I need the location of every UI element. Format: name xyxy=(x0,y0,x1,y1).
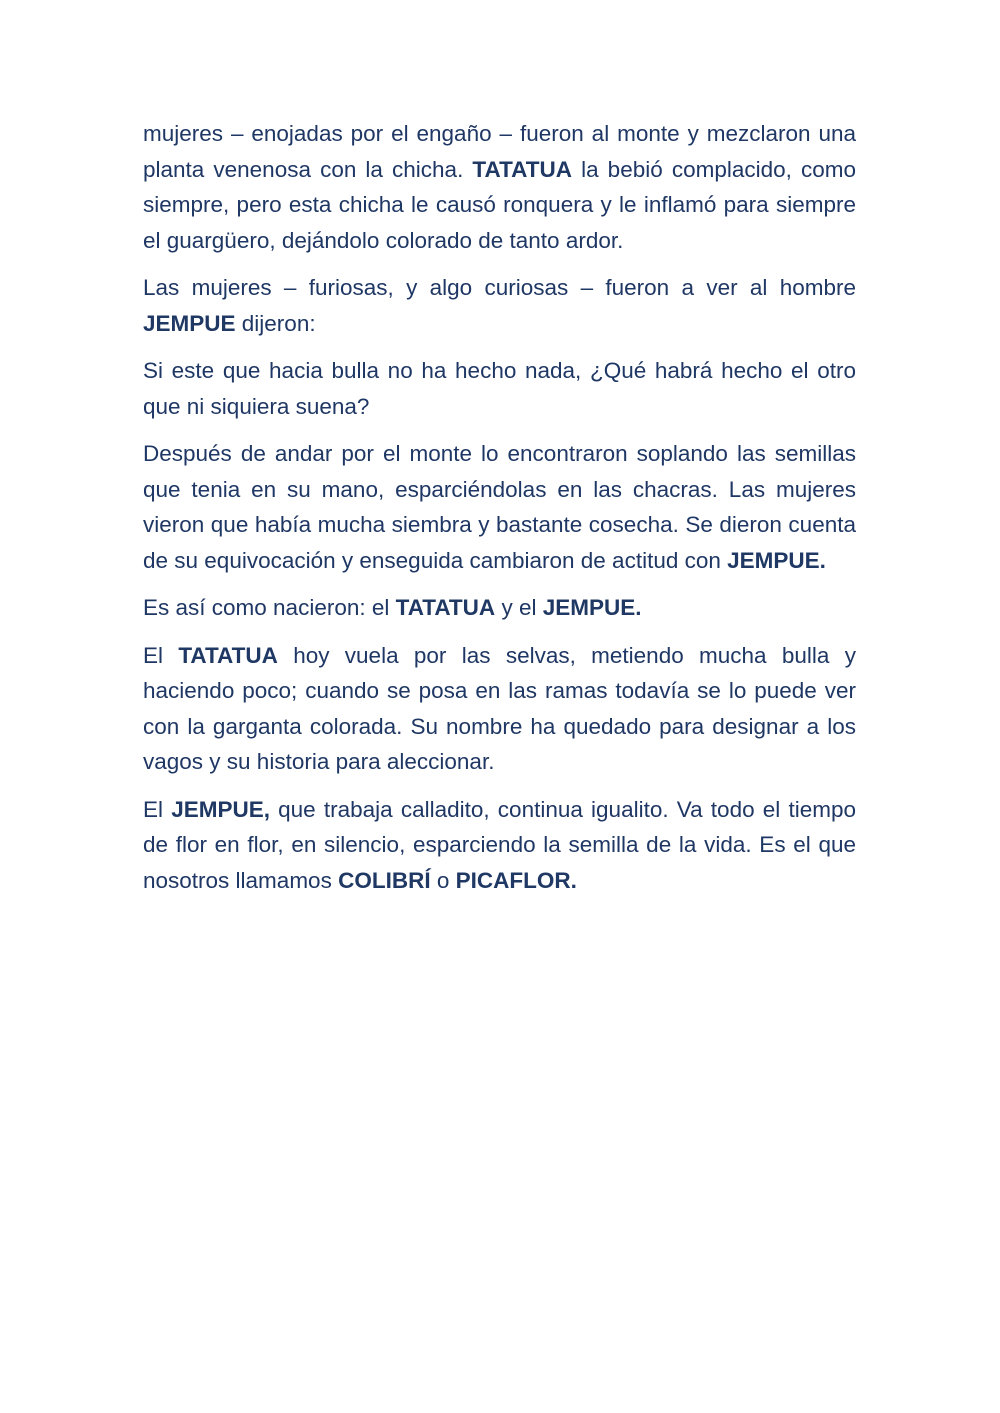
text-run: dijeron: xyxy=(235,310,316,336)
paragraph-3 xyxy=(143,353,856,424)
bold-name-jempue: JEMPUE, xyxy=(171,796,270,822)
bold-name-tatatua: TATATUA xyxy=(178,642,278,668)
text-run: El xyxy=(143,642,179,668)
paragraph-6 xyxy=(143,638,856,780)
text-run: mujeres – enojadas por el engaño – fueron al monte y mezclaron una planta venenosa con la chicha. xyxy=(143,121,856,182)
bold-name-jempue: JEMPUE. xyxy=(542,595,642,620)
text-run: que trabaja calladito, continua igualito. Va todo el tiempo de flor en flor, en silencio, esparciendo la semilla de la vida. Es el que nosotros llamamos xyxy=(143,796,856,893)
paragraph-7 xyxy=(143,792,856,899)
text-run: hoy vuela por las selvas, metiendo mucha bulla y haciendo poco; cuando se posa en las ramas todavía se lo puede ver con la garganta colorada. Su nombre ha quedado para designar a los vagos y su historia para aleccionar. xyxy=(143,642,856,774)
text-run: Las mujeres – furiosas, y algo curiosas – fueron a ver al hombre xyxy=(143,275,856,300)
bold-name-tatatua: TATATUA xyxy=(395,595,496,620)
paragraph-5 xyxy=(143,590,856,626)
text-run: Si este que hacia bulla no ha hecho nada, ¿Qué habrá hecho el otro que ni siquiera suena? xyxy=(143,358,856,419)
bold-name-colibri: COLIBRÍ xyxy=(338,867,431,893)
bold-name-picaflor: PICAFLOR. xyxy=(455,867,577,893)
text-run: la bebió complacido, como siempre, pero esta chicha le causó ronquera y le inflamó para siempre el guargüero, dejándolo colorado de tanto ardor. xyxy=(143,156,856,253)
paragraph-1 xyxy=(143,116,856,258)
bold-name-jempue: JEMPUE. xyxy=(727,547,826,573)
paragraph-4 xyxy=(143,436,856,578)
bold-name-jempue: JEMPUE xyxy=(143,310,236,336)
text-run: o xyxy=(430,867,456,893)
text-run: Después de andar por el monte lo encontraron soplando las semillas que tenia en su mano, esparciéndolas en las chacras. Las mujeres vieron que había mucha siembra y bastante cosecha. Se dieron cuenta de su equivocación y enseguida cambiaron de actitud con xyxy=(143,441,856,573)
document-page xyxy=(143,116,856,910)
bold-name-tatatua: TATATUA xyxy=(472,156,572,182)
text-run: El xyxy=(143,796,172,822)
text-run: Es así como nacieron: el xyxy=(143,595,396,620)
text-run: y el xyxy=(495,595,543,620)
paragraph-2 xyxy=(143,270,856,341)
